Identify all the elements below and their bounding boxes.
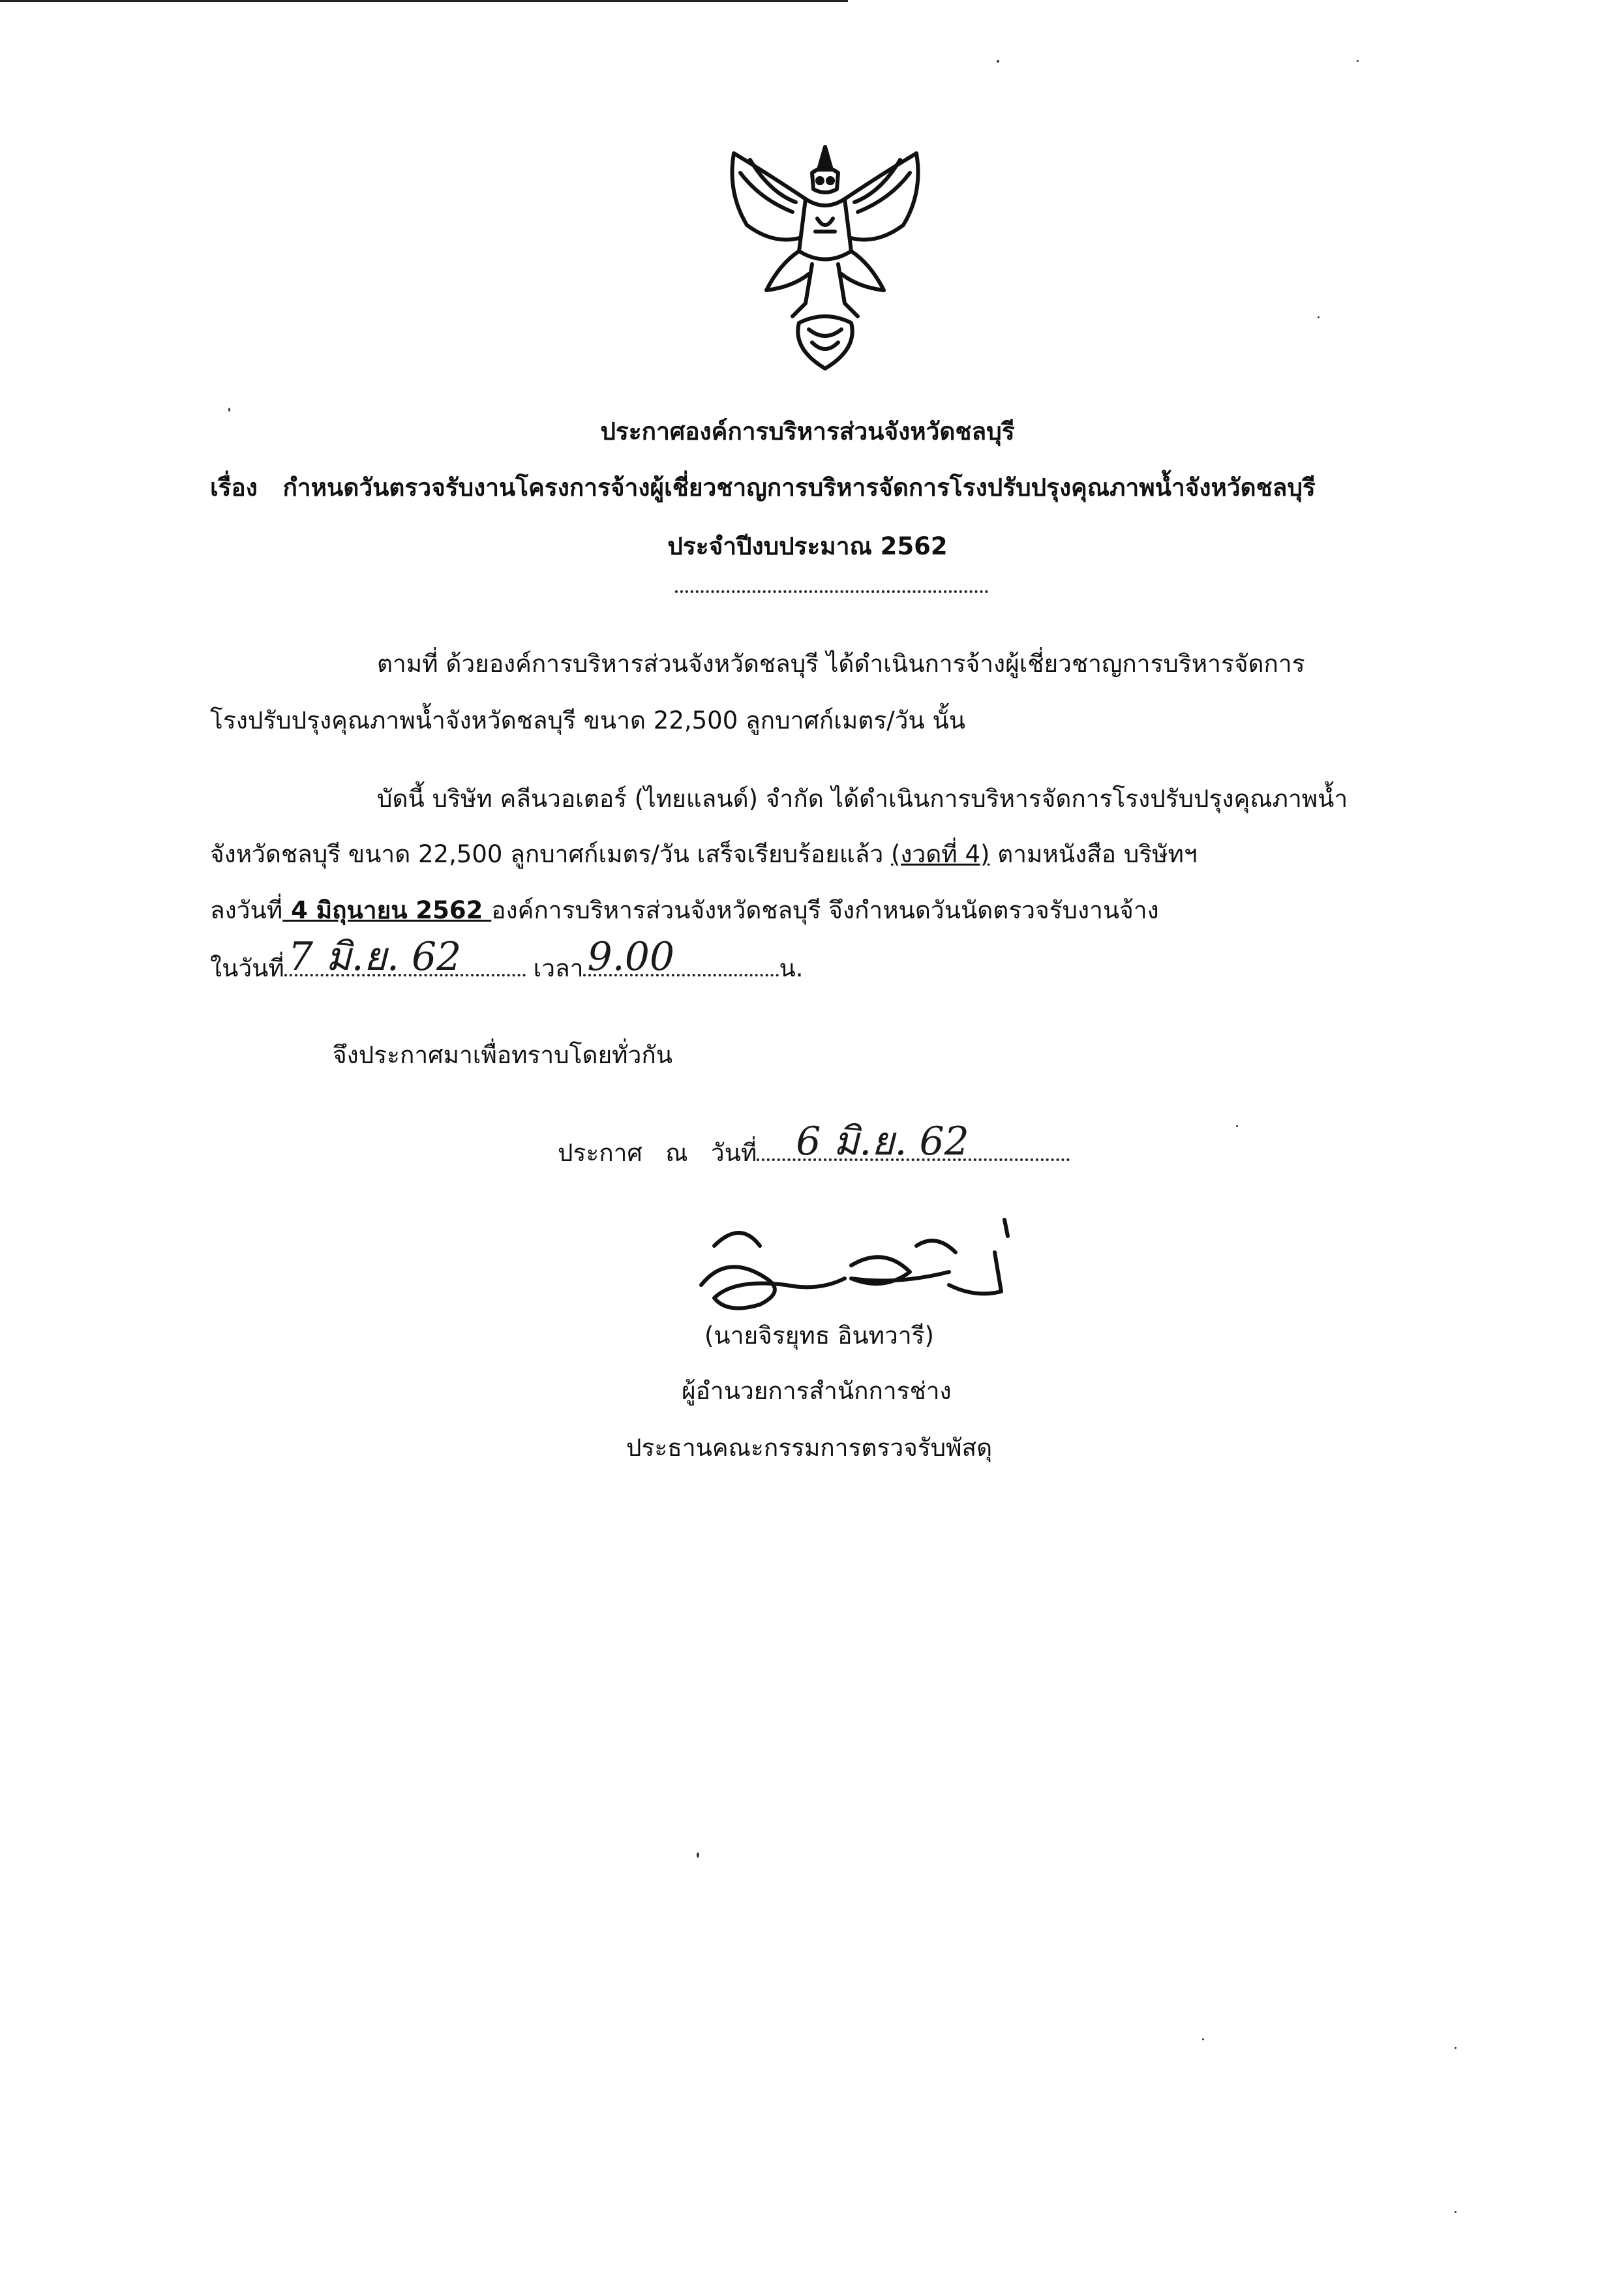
announce-date-handwritten: 6 มิ.ย. 62	[796, 1119, 969, 1164]
scan-speck	[1455, 2047, 1457, 2049]
announce-line	[558, 1119, 1070, 1173]
para2-line3	[210, 891, 1159, 930]
para2-line1: บัดนี้ บริษัท คลีนวอเตอร์ (ไทยแลนด์) จำกัด ได้ดำเนินการบริหารจัดการโรงปรับปรุงคุณภาพน้ำ	[377, 785, 1348, 813]
inspection-date-handwritten: 7 มิ.ย. 62	[288, 934, 462, 980]
para2-line2	[210, 835, 1198, 874]
announce-date-label: วันที่	[710, 1139, 757, 1167]
announce-at: ณ	[665, 1139, 688, 1167]
inspection-line	[210, 934, 804, 988]
inspection-time-handwritten: 9.00	[587, 934, 675, 980]
signatory-role: ประธานคณะกรรมการตรวจรับพัสดุ	[626, 1434, 993, 1462]
scan-speck	[1455, 2211, 1457, 2213]
inspection-time-unit: น.	[779, 954, 804, 982]
scan-speck	[997, 60, 999, 63]
handwritten-signature	[688, 1207, 1027, 1324]
scan-speck	[228, 408, 230, 412]
installment-label: (งวดที่ 4)	[891, 840, 990, 868]
garuda-emblem	[721, 134, 929, 375]
letter-date: 4 มิถุนายน 2562	[282, 896, 492, 924]
announce-date-field	[757, 1119, 1070, 1164]
scan-speck	[697, 1852, 699, 1858]
subject-label: เรื่อง	[210, 474, 258, 502]
scan-speck	[1236, 1125, 1238, 1127]
inspection-date-label: ในวันที่	[210, 954, 284, 982]
scan-speck	[1318, 316, 1320, 318]
para2-line2-text: จังหวัดชลบุรี ขนาด 22,500 ลูกบาศก์เมตร/วัน เสร็จเรียบร้อยแล้ว	[210, 840, 884, 868]
document-title: ประกาศองค์การบริหารส่วนจังหวัดชลบุรี	[600, 417, 1015, 446]
para2-line3-tail: องค์การบริหารส่วนจังหวัดชลบุรี จึงกำหนดวันนัดตรวจรับงานจ้าง	[491, 896, 1159, 924]
scan-speck	[1357, 60, 1359, 62]
inspection-date-field	[284, 934, 526, 980]
announce-label: ประกาศ	[558, 1139, 642, 1167]
signatory-position: ผู้อำนวยการสำนักการช่าง	[682, 1377, 952, 1405]
title-separator	[675, 590, 988, 593]
closing-statement: จึงประกาศมาเพื่อทราบโดยทั่วกัน	[333, 1041, 673, 1069]
fiscal-year: ประจำปีงบประมาณ 2562	[667, 532, 948, 560]
para1-line1: ตามที่ ด้วยองค์การบริหารส่วนจังหวัดชลบุรี ได้ดำเนินการจ้างผู้เชี่ยวชาญการบริหารจัดการ	[377, 650, 1305, 678]
subject-line	[210, 468, 1316, 507]
para2-line2-tail: ตามหนังสือ บริษัทฯ	[997, 840, 1198, 868]
scan-speck	[1202, 2038, 1204, 2040]
scan-edge	[0, 0, 848, 2]
para1-line2: โรงปรับปรุงคุณภาพน้ำจังหวัดชลบุรี ขนาด 22,500 ลูกบาศก์เมตร/วัน นั้น	[210, 706, 966, 734]
signatory-name: (นายจิรยุทธ อินทวารี)	[704, 1322, 934, 1350]
inspection-time-label: เวลา	[533, 954, 584, 982]
inspection-time-field	[583, 934, 779, 980]
subject-text: กำหนดวันตรวจรับงานโครงการจ้างผู้เชี่ยวชาญการบริหารจัดการโรงปรับปรุงคุณภาพน้ำจังหวัดชลบุรี	[282, 474, 1316, 502]
letter-date-label: ลงวันที่	[210, 896, 283, 924]
